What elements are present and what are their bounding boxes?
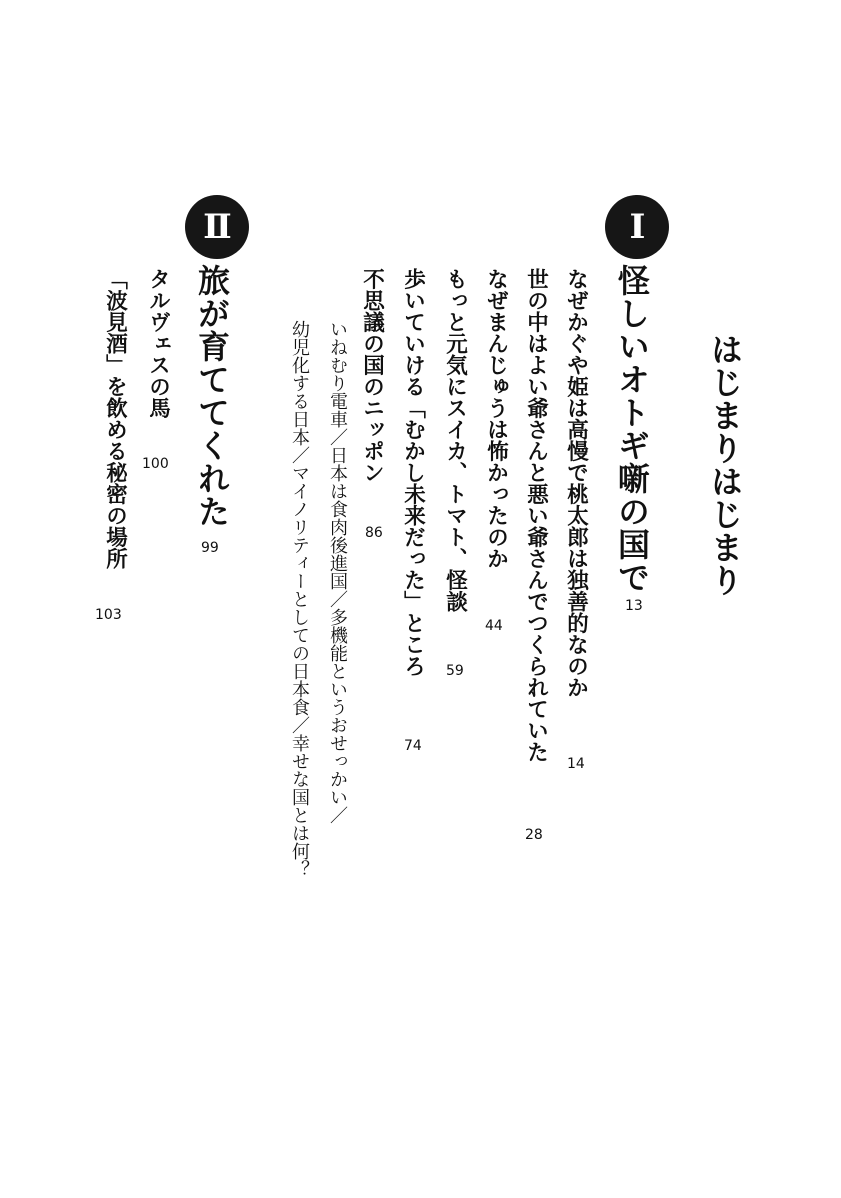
part-2-title[interactable]: 旅が育ててくれた: [193, 264, 231, 528]
toc-entry-3[interactable]: なぜまんじゅうは怖かったのか: [483, 268, 509, 569]
toc-entry-7[interactable]: タルヴェスの馬: [145, 268, 171, 419]
part-1-title-page: 13: [625, 598, 643, 614]
toc-entry-2[interactable]: 世の中はよい爺さんと悪い爺さんでつくられていた: [523, 268, 549, 763]
toc-entry-1-page: 14: [567, 756, 585, 772]
toc-entry-5-page: 74: [404, 738, 422, 754]
part-2-badge: [185, 195, 249, 259]
intro-title: はじまりはじまり: [706, 333, 744, 597]
toc-entry-8[interactable]: 「波見酒」を飲める秘密の場所: [102, 268, 128, 569]
toc-entry-4-page: 59: [446, 663, 464, 679]
toc-entry-1[interactable]: なぜかぐや姫は高慢で桃太郎は独善的なのか: [563, 268, 589, 698]
toc-entry-4[interactable]: もっと元気にスイカ、トマト、怪談: [442, 268, 468, 612]
toc-entry-2-page: 28: [525, 827, 543, 843]
part-1-title[interactable]: 怪しいオトギ噺の国で: [613, 264, 651, 594]
part-1-numeral: Ⅰ: [629, 207, 645, 247]
subtopics-line-2: 幼児化する日本／マイノリティーとしての日本食／幸せな国とは何？: [289, 320, 310, 878]
part-2-numeral: Ⅱ: [203, 207, 231, 247]
part-1-badge: [605, 195, 669, 259]
toc-entry-3-page: 44: [485, 618, 503, 634]
toc-entry-6-page: 86: [365, 525, 383, 541]
toc-entry-8-page: 103: [95, 607, 122, 623]
toc-entry-6[interactable]: 不思議の国のニッポン: [359, 268, 385, 483]
toc-entry-5[interactable]: 歩いていける「むかし未来だった」ところ: [400, 268, 426, 677]
toc-entry-7-page: 100: [142, 456, 169, 472]
subtopics-line-1: いねむり電車／日本は食肉後進国／多機能というおせっかい／: [327, 320, 348, 824]
part-2-title-page: 99: [201, 540, 219, 556]
